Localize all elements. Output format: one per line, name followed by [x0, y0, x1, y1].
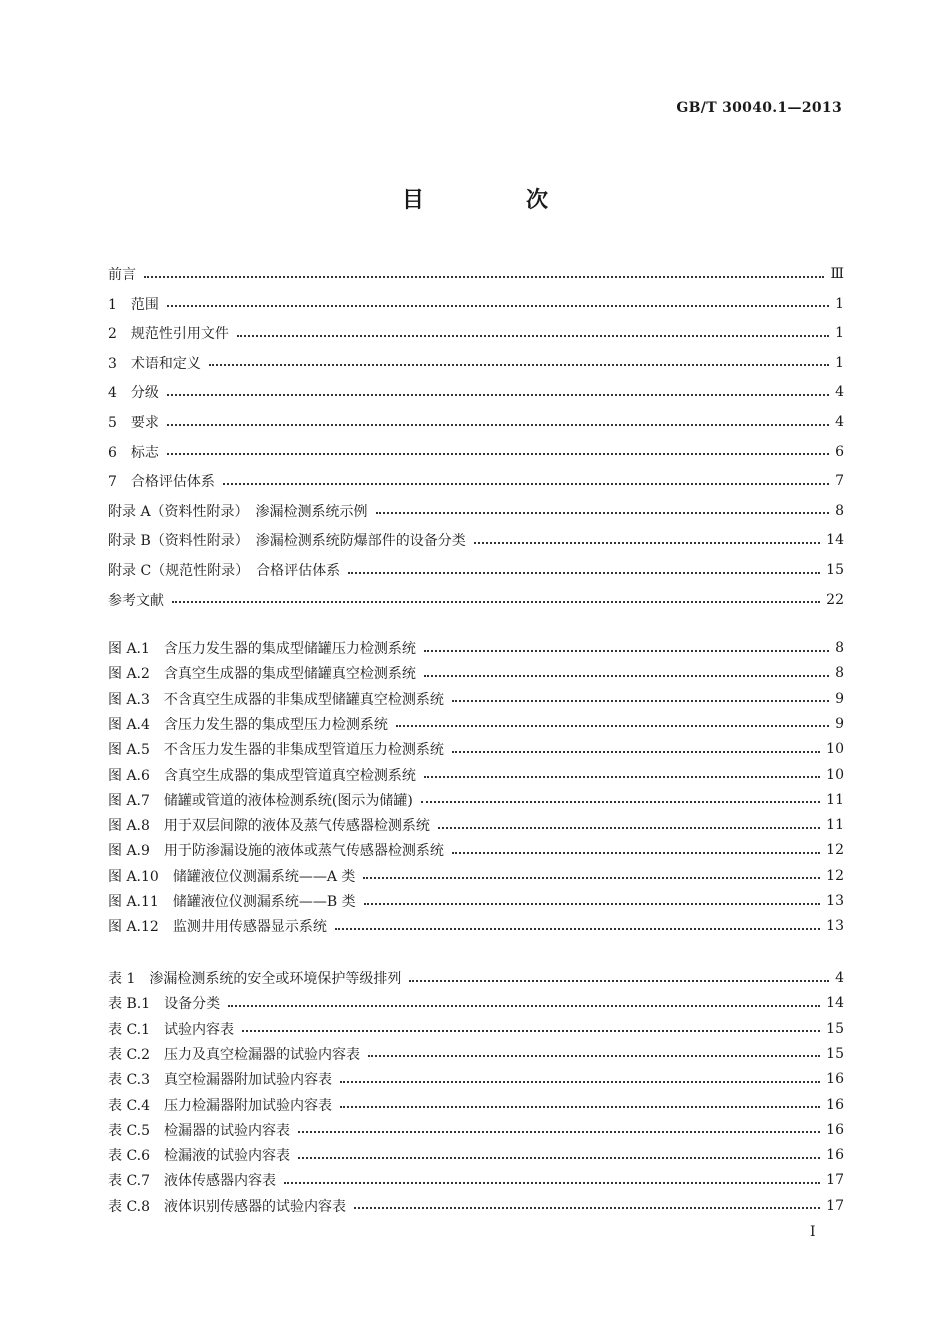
toc-entry-page: 13 [826, 893, 844, 909]
dot-leader [409, 979, 829, 982]
dot-leader [144, 275, 824, 278]
toc-entry-page: 17 [826, 1172, 844, 1189]
toc-entry-page: 11 [826, 817, 844, 834]
toc-entry[interactable] [108, 661, 844, 685]
toc-entry[interactable] [108, 1168, 844, 1192]
dot-leader [228, 1004, 820, 1007]
dot-leader [376, 511, 830, 514]
toc-entry-label: 图 A.12 监测井用传感器显示系统 [108, 919, 327, 936]
toc-entry[interactable] [108, 838, 844, 862]
dot-leader [438, 826, 820, 829]
toc-entry-label: 1 范围 [108, 296, 159, 313]
toc-entry-label: 表 C.6 检漏液的试验内容表 [108, 1148, 291, 1165]
toc-entry-label: 2 规范性引用文件 [108, 326, 229, 343]
toc-entry-page: 9 [835, 715, 844, 732]
toc-entry-label: 附录 C（规范性附录） 合格评估体系 [108, 563, 341, 579]
toc-entry-label: 表 C.8 液体识别传感器的试验内容表 [108, 1198, 347, 1215]
toc-entry-label: 表 1 渗漏检测系统的安全或环境保护等级排列 [108, 971, 402, 987]
dot-leader [298, 1130, 820, 1133]
toc-entry[interactable] [108, 380, 844, 404]
dot-leader [209, 363, 829, 366]
toc-entry-label: 图 A.7 储罐或管道的液体检测系统(图示为储罐) [108, 792, 413, 809]
toc-entry[interactable] [108, 763, 844, 787]
toc-entry-label: 图 A.3 不含真空生成器的非集成型储罐真空检测系统 [108, 691, 444, 708]
toc-entry-page: 1 [835, 295, 844, 312]
toc-entry-page: 14 [826, 995, 844, 1012]
toc-entry[interactable] [108, 1118, 844, 1142]
toc-entry-page: 16 [826, 1096, 844, 1113]
toc-entry[interactable] [108, 1194, 844, 1218]
toc-entry-page: 15 [826, 1020, 844, 1037]
toc-entry-label: 图 A.5 不含压力发生器的非集成型管道压力检测系统 [108, 742, 444, 759]
toc-entry-label: 表 B.1 设备分类 [108, 996, 221, 1013]
toc-entry-label: 5 要求 [108, 415, 159, 431]
toc-entry[interactable] [108, 262, 844, 286]
toc-entry[interactable] [108, 914, 844, 938]
toc-entry-page: 10 [826, 766, 844, 783]
toc-entry[interactable] [108, 687, 844, 711]
toc-entry[interactable] [108, 636, 844, 660]
dot-leader [364, 902, 821, 905]
toc-entry-label: 表 C.5 检漏器的试验内容表 [108, 1122, 291, 1139]
toc-entry-label: 7 合格评估体系 [108, 474, 215, 491]
dot-leader [474, 541, 820, 544]
toc-entry-page: 12 [826, 867, 844, 884]
dot-leader [167, 452, 829, 455]
toc-entry[interactable] [108, 440, 844, 464]
toc-entry-page: 8 [835, 502, 844, 519]
dot-leader [368, 1054, 820, 1057]
toc-entry[interactable] [108, 1143, 844, 1167]
toc-entry-label: 3 术语和定义 [108, 355, 201, 372]
toc-entry[interactable] [108, 499, 844, 523]
dot-leader [298, 1156, 820, 1159]
dot-leader [340, 1105, 820, 1108]
toc-entry[interactable] [108, 813, 844, 837]
toc-entry-page: 4 [835, 384, 844, 401]
toc-entry[interactable] [108, 410, 844, 434]
toc-entry-label: 4 分级 [108, 385, 159, 402]
toc-entry-page: 17 [826, 1197, 844, 1214]
dot-leader [172, 600, 820, 603]
toc-entry-page: 11 [826, 791, 844, 808]
toc-entry-page: 4 [835, 970, 844, 986]
toc-entry-page: 22 [826, 591, 844, 608]
toc-entry-label: 图 A.6 含真空生成器的集成型管道真空检测系统 [108, 767, 416, 784]
toc-entry-page: 16 [826, 1121, 844, 1138]
toc-entry[interactable] [108, 469, 844, 493]
toc-entry[interactable] [108, 1093, 844, 1117]
toc-entry-page: 8 [835, 665, 844, 682]
toc-entry-label: 表 C.4 压力检漏器附加试验内容表 [108, 1097, 333, 1114]
toc-entry-label: 表 C.7 液体传感器内容表 [108, 1173, 277, 1190]
standard-code: GB/T 30040.1—2013 [676, 100, 842, 116]
toc-entry-label: 图 A.1 含压力发生器的集成型储罐压力检测系统 [108, 641, 416, 657]
toc-entry-label: 图 A.4 含压力发生器的集成型压力检测系统 [108, 716, 388, 733]
toc-entry-label: 图 A.9 用于防渗漏设施的液体或蒸气传感器检测系统 [108, 843, 444, 860]
toc-entry-label: 图 A.10 储罐液位仪测漏系统——A 类 [108, 868, 356, 885]
dot-leader [396, 724, 829, 727]
toc-entry-label: 图 A.11 储罐液位仪测漏系统——B 类 [108, 894, 356, 910]
toc-entry-page: 12 [826, 842, 844, 859]
toc-entry[interactable] [108, 351, 844, 375]
dot-leader [452, 750, 820, 753]
dot-leader [167, 423, 829, 426]
dot-leader [223, 482, 829, 485]
dot-leader [348, 571, 820, 574]
toc-entry[interactable] [108, 864, 844, 888]
toc-entry-page: 15 [826, 562, 844, 578]
toc-entry-page: 6 [835, 443, 844, 460]
dot-leader [167, 393, 829, 396]
dot-leader [424, 775, 820, 778]
dot-leader [354, 1206, 820, 1209]
toc-entry[interactable] [108, 321, 844, 345]
dot-leader [452, 699, 829, 702]
toc-entry-page: Ⅲ [830, 266, 844, 282]
dot-leader [242, 1029, 820, 1032]
toc-entry[interactable] [108, 889, 844, 913]
toc-entry[interactable] [108, 788, 844, 812]
toc-entry-label: 图 A.8 用于双层间隙的液体及蒸气传感器检测系统 [108, 818, 430, 835]
toc-entry[interactable] [108, 737, 844, 761]
toc-entry[interactable] [108, 292, 844, 316]
dot-leader [167, 304, 829, 307]
toc-entry-page: 10 [826, 741, 844, 758]
toc-entry-label: 表 C.1 试验内容表 [108, 1021, 235, 1038]
toc-entry-page: 1 [835, 354, 844, 371]
toc-entry-label: 附录 B（资料性附录） 渗漏检测系统防爆部件的设备分类 [108, 533, 466, 550]
toc-entry-page: 7 [835, 473, 844, 490]
toc-entry[interactable] [108, 966, 844, 990]
dot-leader [237, 334, 829, 337]
toc-entry[interactable] [108, 558, 844, 582]
dot-leader [424, 649, 829, 652]
toc-entry[interactable] [108, 528, 844, 552]
toc-entry-label: 6 标志 [108, 444, 159, 461]
toc-entry-page: 4 [835, 414, 844, 430]
toc-entry[interactable] [108, 1067, 844, 1091]
toc-entry-label: 前言 [108, 267, 136, 283]
toc-entry-page: 13 [826, 918, 844, 935]
dot-leader [284, 1181, 820, 1184]
dot-leader [340, 1080, 820, 1083]
dot-leader [335, 927, 820, 930]
toc-title: 目 次 [401, 188, 588, 213]
toc-entry-label: 表 C.2 压力及真空检漏器的试验内容表 [108, 1046, 361, 1063]
toc-entry-page: 14 [826, 532, 844, 549]
dot-leader [424, 674, 829, 677]
toc-entry[interactable] [108, 588, 844, 612]
toc-entry-page: 8 [835, 640, 844, 656]
toc-entry-page: 9 [835, 690, 844, 707]
dot-leader [363, 876, 820, 879]
dot-leader [421, 800, 820, 803]
toc-entry-label: 参考文献 [108, 592, 164, 609]
toc-entry-label: 图 A.2 含真空生成器的集成型储罐真空检测系统 [108, 666, 416, 683]
toc-entry-page: 16 [826, 1147, 844, 1164]
toc-entry-page: 1 [835, 325, 844, 342]
dot-leader [452, 851, 820, 854]
toc-entry-label: 表 C.3 真空检漏器附加试验内容表 [108, 1072, 333, 1089]
toc-entry-page: 16 [826, 1071, 844, 1088]
page-number: I [810, 1224, 816, 1240]
toc-entry[interactable] [108, 1042, 844, 1066]
toc-entry[interactable] [108, 991, 844, 1015]
toc-entry-label: 附录 A（资料性附录） 渗漏检测系统示例 [108, 503, 368, 520]
toc-entry[interactable] [108, 1017, 844, 1041]
toc-entry-page: 15 [826, 1045, 844, 1062]
toc-entry[interactable] [108, 712, 844, 736]
